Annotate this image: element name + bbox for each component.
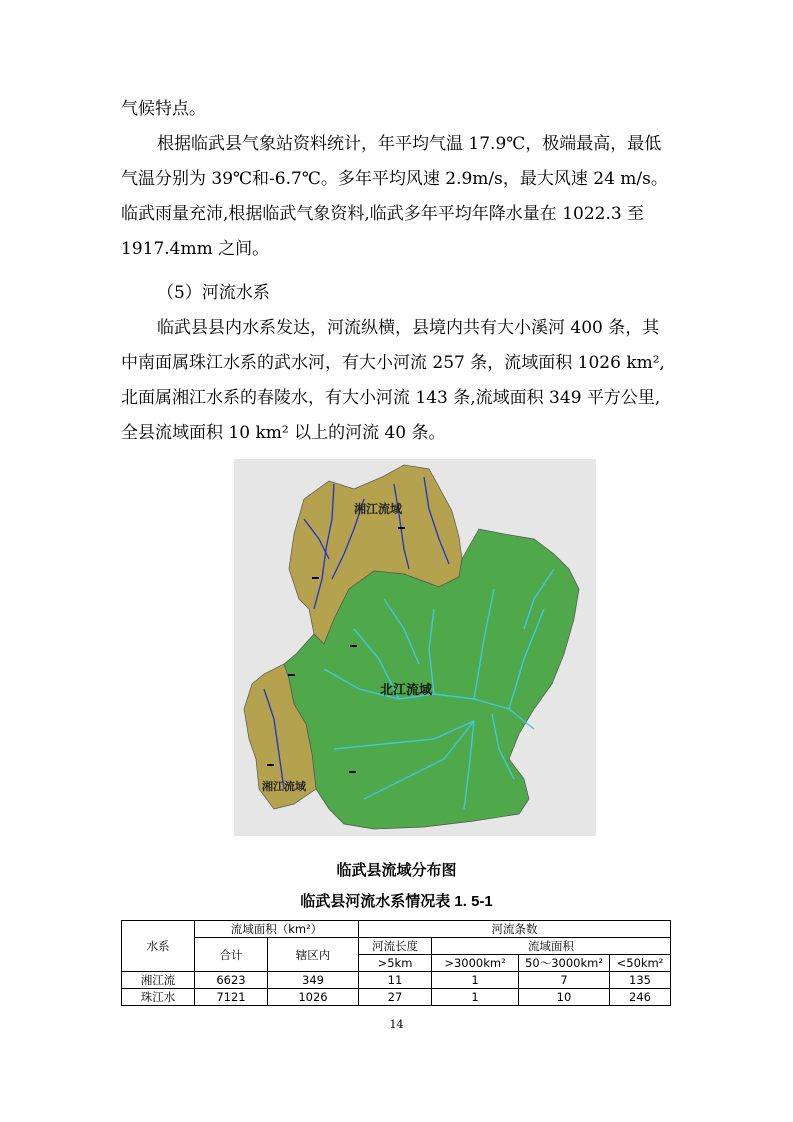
- header-basin: 流域面积: [432, 938, 671, 955]
- header-count: 河流条数: [359, 921, 671, 938]
- table-row: [122, 989, 671, 1006]
- cell-lt50: 246: [610, 989, 671, 1006]
- cell-lt50: 135: [610, 972, 671, 989]
- watershed-map-graphic: [234, 459, 596, 836]
- header-area: 流域面积（km²）: [195, 921, 359, 938]
- section-heading-rivers: （5）河流水系: [157, 283, 270, 303]
- map-label-southwest: 湘江流域: [262, 781, 306, 793]
- header-inside: 辖区内: [268, 938, 359, 972]
- paragraph-climate: 根据临武县气象站资料统计，年平均气温 17.9℃，极端最高，最低气温分别为 39℃和-6.7℃。多年平均风速 2.9m/s，最大风速 24 m/s。临武雨量充沛,根据临武气象资料,临武多年平均年降水量在 1022.3 至 1917.4mm 之间。: [121, 134, 668, 259]
- table-title: 临武县河流水系情况表 1. 5-1: [300, 893, 493, 910]
- cell-name: 珠江水: [122, 989, 195, 1006]
- paragraph-intro-tail: 气候特点。: [121, 99, 206, 119]
- map-caption: 临武县流域分布图: [336, 862, 457, 879]
- map-label-center: 北江流域: [380, 682, 433, 697]
- header-length: 河流长度: [359, 938, 432, 955]
- header-mid: 50～3000km²: [519, 955, 610, 972]
- cell-name: 湘江流: [122, 972, 195, 989]
- cell-gt5: 27: [359, 989, 432, 1006]
- paragraph-rivers: 临武县县内水系发达，河流纵横，县境内共有大小溪河 400 条，其中南面属珠江水系的武水河，有大小河流 257 条，流域面积 1026 km²,北面属湘江水系的春陵水，有大小河流 143 条,流域面积 349 平方公里,全县流域面积 10 km² 以上的河流 40 条。: [121, 318, 665, 443]
- cell-inside: 1026: [268, 989, 359, 1006]
- river-system-table: [121, 920, 671, 1006]
- header-total: 合计: [195, 938, 268, 972]
- cell-gt5: 11: [359, 972, 432, 989]
- table-row: [122, 972, 671, 989]
- header-gt3000: >3000km²: [432, 955, 519, 972]
- cell-gt3000: 1: [432, 972, 519, 989]
- header-gt5: >5km: [359, 955, 432, 972]
- header-system: 水系: [122, 921, 195, 972]
- cell-inside: 349: [268, 972, 359, 989]
- cell-mid: 7: [519, 972, 610, 989]
- cell-mid: 10: [519, 989, 610, 1006]
- cell-total: 7121: [195, 989, 268, 1006]
- map-label-north: 湘江流域: [354, 502, 403, 516]
- header-lt50: <50km²: [610, 955, 671, 972]
- page-number: 14: [389, 1018, 404, 1031]
- cell-gt3000: 1: [432, 989, 519, 1006]
- watershed-map: [234, 459, 596, 836]
- cell-total: 6623: [195, 972, 268, 989]
